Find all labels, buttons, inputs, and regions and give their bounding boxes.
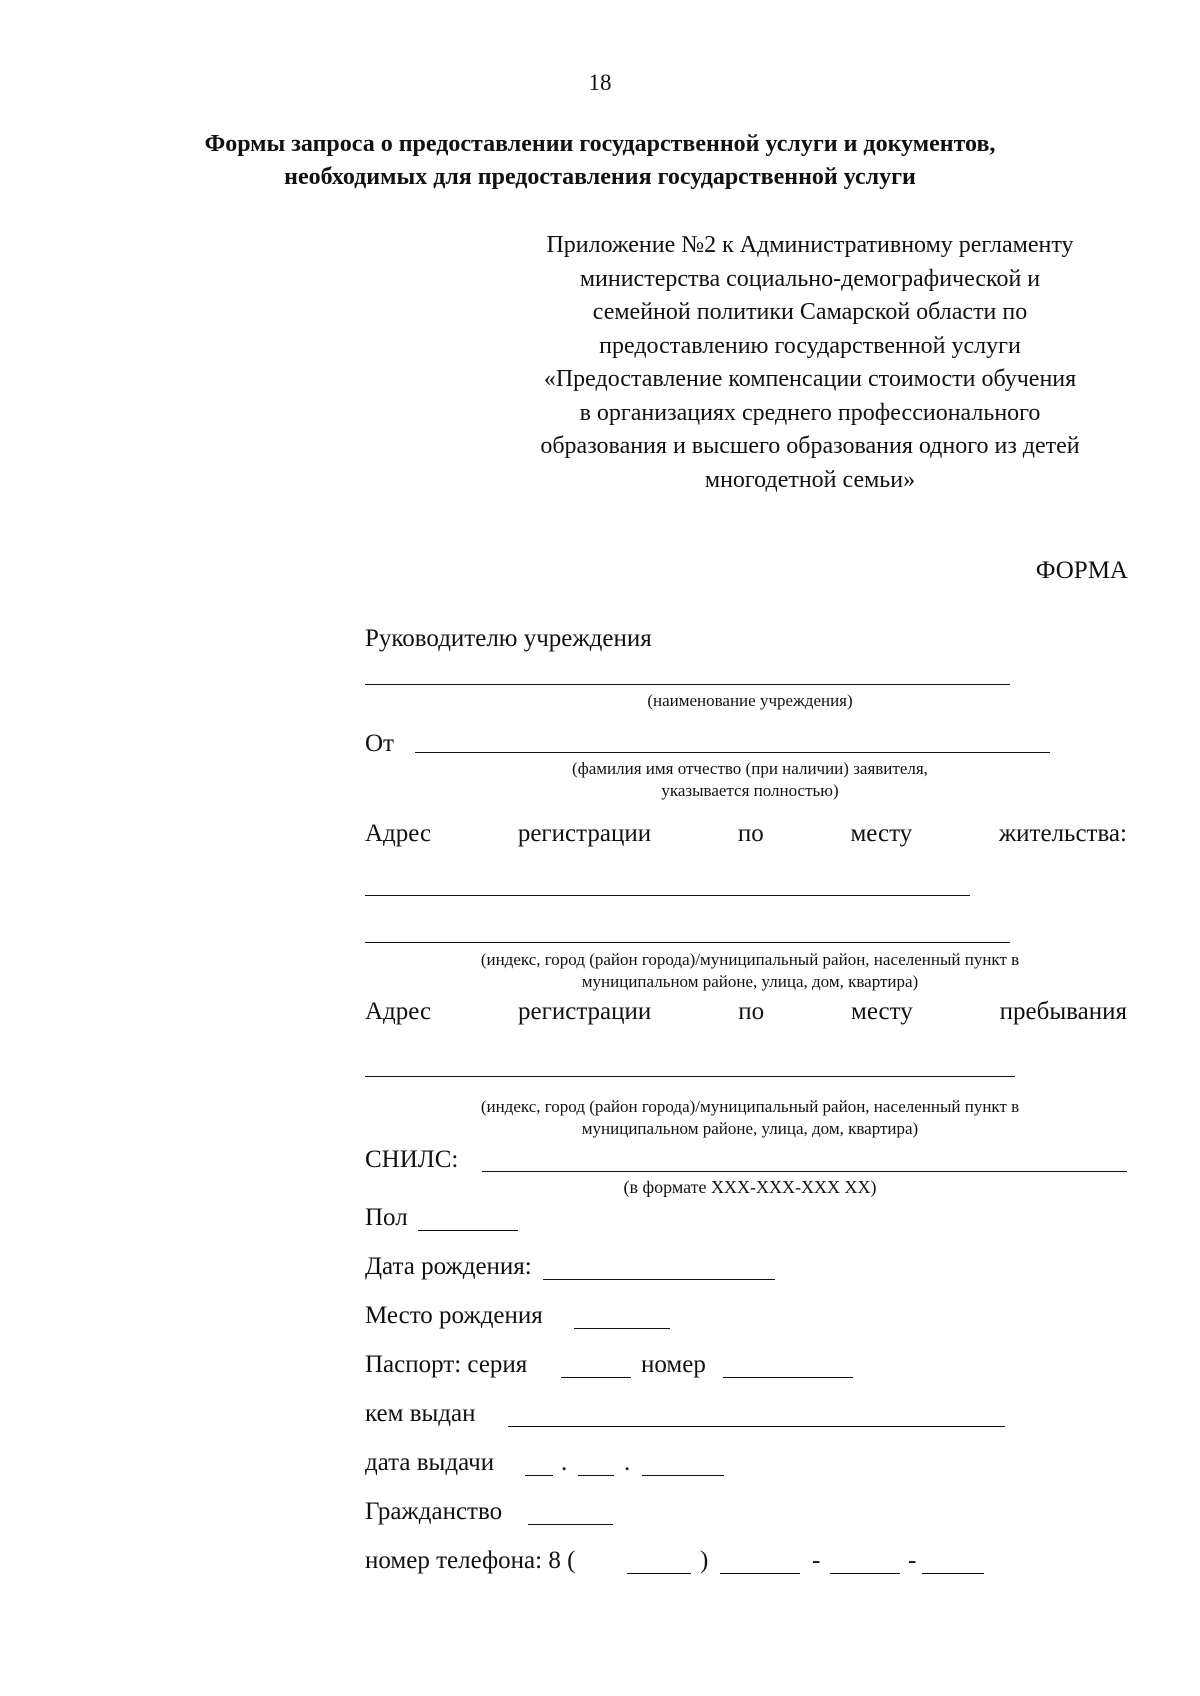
issue-date-year-field[interactable] bbox=[642, 1475, 724, 1476]
appendix-line: образования и высшего образования одного из детей bbox=[540, 433, 1080, 459]
appendix-line: министерства социально-демографической и bbox=[579, 265, 1041, 292]
appendix-reference bbox=[470, 229, 1150, 497]
residence-address-field-1[interactable] bbox=[365, 895, 970, 896]
applicant-caption bbox=[365, 758, 1135, 802]
stay-word: Адрес bbox=[365, 998, 432, 1025]
birth-date-label: Дата рождения: bbox=[365, 1253, 532, 1280]
appendix-line: Приложение №2 к Административному регламенту bbox=[546, 232, 1074, 258]
residence-caption-line-2: муниципальном районе, улица, дом, квартира) bbox=[581, 972, 919, 991]
phone-part-1-field[interactable] bbox=[720, 1573, 800, 1574]
issued-by-field[interactable] bbox=[508, 1426, 1005, 1427]
form-label: ФОРМА bbox=[1035, 557, 1128, 584]
stay-address-field[interactable] bbox=[365, 1076, 1015, 1077]
snils-label: СНИЛС: bbox=[365, 1146, 459, 1173]
applicant-name-field[interactable] bbox=[415, 752, 1050, 753]
from-label: От bbox=[365, 730, 394, 757]
institution-name-field[interactable] bbox=[365, 684, 1010, 685]
stay-caption-line-2: муниципальном районе, улица, дом, квартира) bbox=[581, 1119, 919, 1138]
appendix-line: предоставлению государственной услуги bbox=[599, 332, 1021, 359]
residence-word: регистрации bbox=[517, 820, 652, 847]
issue-date-dot: . bbox=[624, 1449, 631, 1476]
citizenship-field[interactable] bbox=[528, 1524, 613, 1525]
snils-caption: (в формате XXX-XXX-XXX XX) bbox=[623, 1177, 877, 1197]
applicant-caption-line-1: (фамилия имя отчество (при наличии) заявителя, bbox=[572, 759, 928, 778]
residence-caption-line-1: (индекс, город (район города)/муниципальный район, населенный пункт в bbox=[480, 950, 1020, 969]
phone-dash: - bbox=[812, 1547, 821, 1574]
issue-date-month-field[interactable] bbox=[578, 1475, 614, 1476]
passport-series-field[interactable] bbox=[561, 1377, 631, 1378]
residence-address-field-2[interactable] bbox=[365, 942, 1010, 943]
snils-field[interactable] bbox=[482, 1171, 1127, 1172]
residence-address-label bbox=[365, 820, 1127, 848]
document-title bbox=[0, 128, 1200, 194]
birth-place-field[interactable] bbox=[574, 1328, 670, 1329]
addressee-label: Руководителю учреждения bbox=[365, 625, 652, 652]
stay-word: регистрации bbox=[518, 998, 652, 1025]
stay-address-label bbox=[365, 998, 1127, 1026]
appendix-line: в организациях среднего профессионального bbox=[579, 399, 1041, 426]
stay-address-caption bbox=[365, 1096, 1135, 1140]
stay-word: месту bbox=[851, 998, 913, 1025]
appendix-line: «Предоставление компенсации стоимости обучения bbox=[543, 366, 1077, 392]
passport-number-label: номер bbox=[641, 1351, 706, 1378]
phone-area-code-field[interactable] bbox=[627, 1573, 691, 1574]
sex-label: Пол bbox=[365, 1204, 408, 1231]
residence-word: Адрес bbox=[365, 820, 432, 847]
stay-word: по bbox=[738, 998, 765, 1025]
phone-label: номер телефона: 8 ( bbox=[365, 1547, 576, 1574]
appendix-line: многодетной семьи» bbox=[704, 466, 916, 493]
issued-by-label: кем выдан bbox=[365, 1400, 476, 1427]
phone-dash: - bbox=[908, 1547, 917, 1574]
residence-word: жительства: bbox=[998, 820, 1127, 847]
page-number: 18 bbox=[588, 70, 612, 95]
issue-date-label: дата выдачи bbox=[365, 1449, 495, 1476]
stay-caption-line-1: (индекс, город (район города)/муниципальный район, населенный пункт в bbox=[480, 1097, 1020, 1116]
phone-part-2-field[interactable] bbox=[830, 1573, 900, 1574]
document-title-line-2: необходимых для предоставления государственной услуги bbox=[284, 164, 916, 190]
birth-date-field[interactable] bbox=[543, 1279, 775, 1280]
citizenship-label: Гражданство bbox=[365, 1498, 503, 1525]
document-title-line-1: Формы запроса о предоставлении государственной услуги и документов, bbox=[204, 131, 996, 157]
phone-part-3-field[interactable] bbox=[922, 1573, 984, 1574]
stay-word: пребывания bbox=[999, 998, 1127, 1025]
issue-date-dot: . bbox=[561, 1449, 568, 1476]
residence-word: по bbox=[737, 820, 764, 847]
birth-place-label: Место рождения bbox=[365, 1302, 543, 1329]
residence-address-caption bbox=[365, 949, 1135, 993]
appendix-line: семейной политики Самарской области по bbox=[592, 299, 1028, 325]
residence-word: месту bbox=[850, 820, 913, 847]
institution-caption: (наименование учреждения) bbox=[647, 691, 853, 710]
applicant-caption-line-2: указывается полностью) bbox=[661, 781, 839, 800]
issue-date-day-field[interactable] bbox=[525, 1475, 553, 1476]
passport-number-field[interactable] bbox=[723, 1377, 853, 1378]
phone-close-paren: ) bbox=[700, 1547, 709, 1574]
passport-series-label: Паспорт: серия bbox=[365, 1351, 528, 1378]
sex-field[interactable] bbox=[418, 1230, 518, 1231]
